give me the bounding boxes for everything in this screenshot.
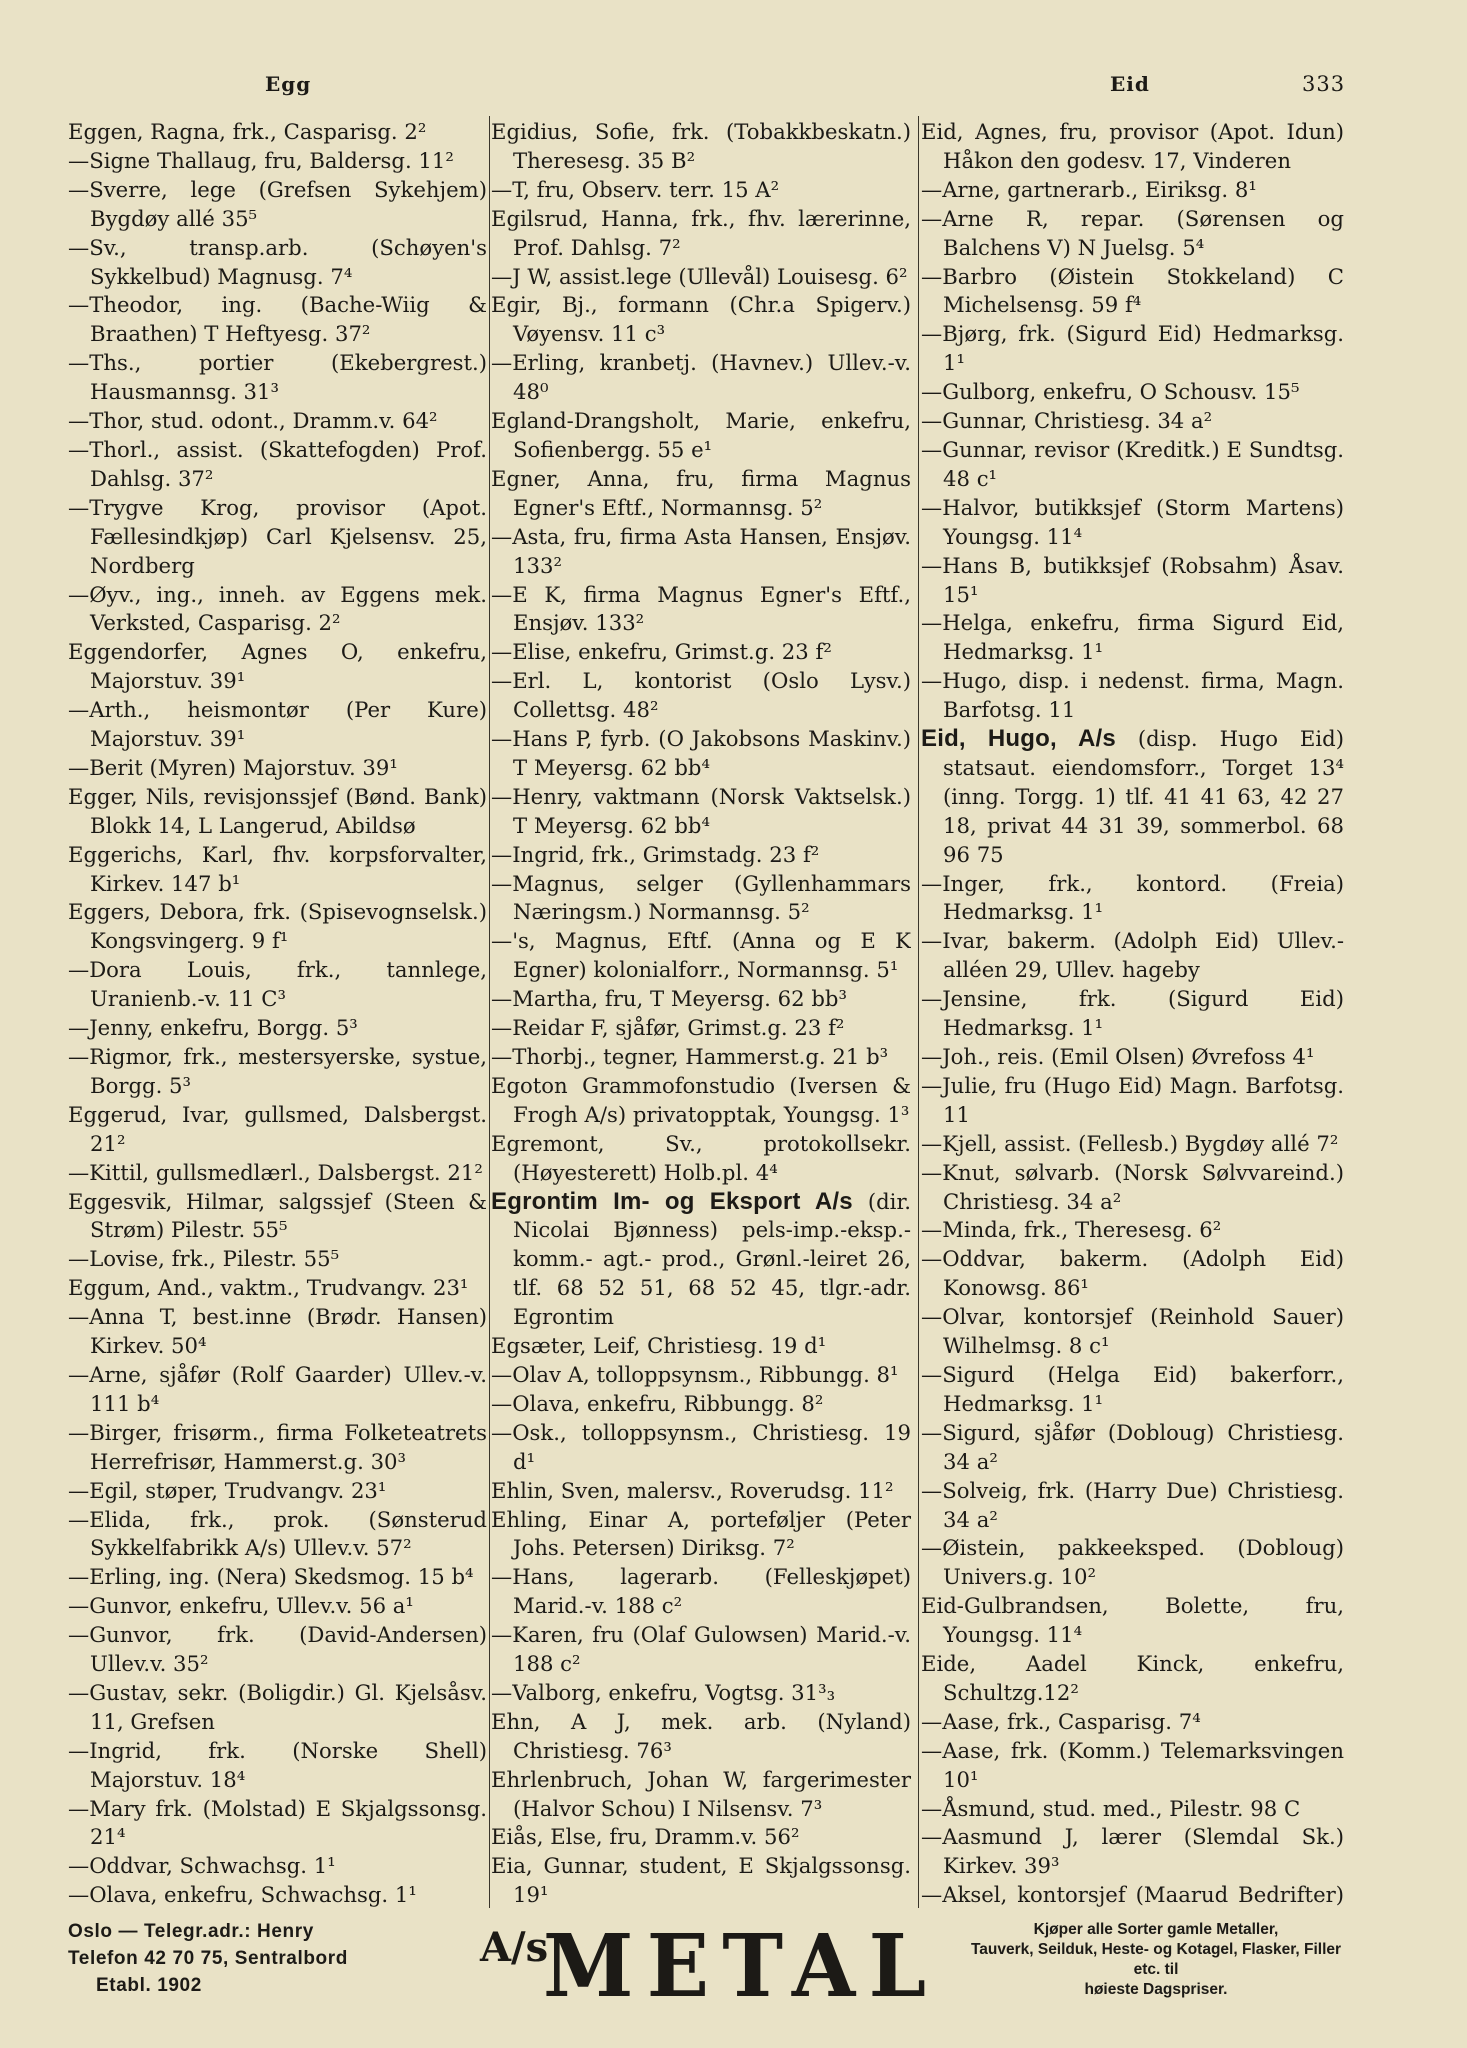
directory-entry: —Henry, vaktmann (Norsk Vaktselsk.) T Meyersg. 62 bb⁴ xyxy=(491,783,911,838)
ad-description-line: Kjøper alle Sorter gamle Metaller, xyxy=(1033,1921,1279,1938)
directory-entry: —Anna T, best.inne (Brødr. Hansen) Kirkev. 50⁴ xyxy=(68,1304,487,1359)
directory-entry: —Thorl., assist. (Skattefogden) Prof. Dahlsg. 37² xyxy=(68,436,487,491)
ad-description xyxy=(968,1920,1344,2000)
directory-entry: Egsæter, Leif, Christiesg. 19 d¹ xyxy=(491,1333,827,1359)
directory-entry: —Erling, ing. (Nera) Skedsmog. 15 b⁴ xyxy=(68,1564,474,1590)
directory-entry: —Karen, fru (Olaf Gulowsen) Marid.-v. 188 c² xyxy=(491,1622,911,1677)
directory-entry: —Birger, frisørm., firma Folketeatrets Herrefrisør, Hammerst.g. 30³ xyxy=(68,1419,487,1474)
directory-entry: —Oddvar, Schwachsg. 1¹ xyxy=(68,1853,336,1879)
directory-entry: —T, fru, Observ. terr. 15 A² xyxy=(491,176,780,202)
directory-entry: Eiås, Else, fru, Dramm.v. 56² xyxy=(491,1824,800,1850)
directory-entry: —Gustav, sekr. (Boligdir.) Gl. Kjelsåsv. 11, Grefsen xyxy=(68,1679,487,1734)
directory-entry: —Arne R, repar. (Sørensen og Balchens V) N Juelsg. 5⁴ xyxy=(921,205,1344,260)
directory-entry: —Trygve Krog, provisor (Apot. Fællesindkjøp) Carl Kjelsensv. 25, Nordberg xyxy=(68,494,487,578)
directory-entry: —Mary frk. (Molstad) E Skjalgssonsg. 21⁴ xyxy=(68,1795,487,1850)
directory-entry: —E K, firma Magnus Egner's Eftf., Ensjøv. 133² xyxy=(491,581,911,636)
running-head-left: Egg xyxy=(265,72,312,96)
directory-column-3 xyxy=(921,118,1344,1912)
directory-entry: —Olava, enkefru, Schwachsg. 1¹ xyxy=(68,1882,417,1908)
directory-entry: —Halvor, butikksjef (Storm Martens) Youngsg. 11⁴ xyxy=(921,494,1344,549)
directory-entry: Eid, Hugo, A/s (disp. Hugo Eid) statsaut. eiendomsforr., Torget 13⁴ (inng. Torgg. 1) tlf. 41 41 63, 42 27 18, privat 44 31 39, sommerbol. 68 96 75 xyxy=(921,725,1344,867)
directory-entry: —Hugo, disp. i nedenst. firma, Magn. Barfotsg. 11 xyxy=(921,668,1344,723)
directory-entry: Eggesvik, Hilmar, salgssjef (Steen & Strøm) Pilestr. 55⁵ xyxy=(68,1188,487,1243)
ad-contact-line: Oslo — Telegr.adr.: Henry xyxy=(68,1921,314,1942)
ad-contact-line: Telefon 42 70 75, Sentralbord xyxy=(68,1948,348,1969)
directory-entry: Eid-Gulbrandsen, Bolette, fru, Youngsg. 11⁴ xyxy=(921,1593,1344,1648)
directory-entry: —Aase, frk. (Komm.) Telemarksvingen 10¹ xyxy=(921,1737,1344,1792)
directory-entry: —Barbro (Øistein Stokkeland) C Michelsensg. 59 f⁴ xyxy=(921,263,1344,318)
directory-entry: —Erl. L, kontorist (Oslo Lysv.) Collettsg. 48² xyxy=(491,668,911,723)
directory-entry: Egrontim Im- og Eksport A/s (dir. Nicolai Bjønness) pels-imp.-eksp.- komm.- agt.- prod., Grønl.-leiret 26, tlf. 68 52 51, 68 52 45, tlgr.-adr. Egrontim xyxy=(491,1187,911,1330)
directory-entry: —Signe Thallaug, fru, Baldersg. 11² xyxy=(68,147,454,173)
directory-entry: —Kittil, gullsmedlærl., Dalsbergst. 21² xyxy=(68,1159,483,1185)
directory-entry: —Thorbj., tegner, Hammerst.g. 21 b³ xyxy=(491,1044,889,1069)
directory-entry: —Dora Louis, frk., tannlege, Uranienb.-v. 11 C³ xyxy=(68,957,487,1012)
directory-entry: Ehling, Einar A, porteføljer (Peter Johs. Petersen) Diriksg. 7² xyxy=(491,1506,911,1561)
directory-entry: Eid, Agnes, fru, provisor (Apot. Idun) Håkon den godesv. 17, Vinderen xyxy=(921,119,1344,173)
directory-entry: Ehlin, Sven, malersv., Roverudsg. 11² xyxy=(491,1477,894,1503)
directory-entry: —Asta, fru, firma Asta Hansen, Ensjøv. 133² xyxy=(491,523,911,578)
directory-entry: Ehn, A J, mek. arb. (Nyland) Christiesg. 76³ xyxy=(491,1708,911,1763)
directory-entry: —Berit (Myren) Majorstuv. 39¹ xyxy=(68,754,398,780)
directory-entry: —Erling, kranbetj. (Havnev.) Ullev.-v. 48⁰ xyxy=(491,350,911,405)
directory-entry: —Hans B, butikksjef (Robsahm) Åsav. 15¹ xyxy=(921,552,1344,607)
directory-entry: —Aksel, kontorsjef (Maarud Bedrifter) xyxy=(921,1882,1344,1908)
directory-entry: —Gulborg, enkefru, O Schousv. 15⁵ xyxy=(921,379,1300,405)
directory-entry: —J W, assist.lege (Ullevål) Louisesg. 6² xyxy=(491,263,908,289)
directory-entry: Egilsrud, Hanna, frk., fhv. lærerinne, Prof. Dahlsg. 7² xyxy=(491,205,911,260)
directory-column-1 xyxy=(68,118,487,1912)
directory-entry: —Aase, frk., Casparisg. 7⁴ xyxy=(921,1708,1201,1734)
directory-entry: —Gunnar, Christiesg. 34 a² xyxy=(921,408,1213,434)
directory-entry: —Sv., transp.arb. (Schøyen's Sykkelbud) Magnusg. 7⁴ xyxy=(68,234,487,289)
directory-entry: —Jensine, frk. (Sigurd Eid) Hedmarksg. 1¹ xyxy=(921,986,1344,1041)
ad-contact-line: Etabl. 1902 xyxy=(96,1975,202,1996)
directory-entry: —Arne, gartnerarb., Eiriksg. 8¹ xyxy=(921,176,1257,202)
directory-entry: —Olav A, tolloppsynsm., Ribbungg. 8¹ xyxy=(491,1361,899,1387)
directory-entry: —Jenny, enkefru, Borgg. 5³ xyxy=(68,1015,358,1041)
column-divider xyxy=(489,116,490,1908)
directory-entry: —'s, Magnus, Eftf. (Anna og E K Egner) kolonialforr., Normannsg. 5¹ xyxy=(491,928,911,983)
directory-entry: —Bjørg, frk. (Sigurd Eid) Hedmarksg. 1¹ xyxy=(921,321,1344,376)
directory-entry: —Hans, lagerarb. (Felleskjøpet) Marid.-v. 188 c² xyxy=(491,1564,911,1619)
directory-entry: Eide, Aadel Kinck, enkefru, Schultzg.12² xyxy=(921,1651,1344,1705)
directory-entry: —Kjell, assist. (Fellesb.) Bygdøy allé 7² xyxy=(921,1130,1339,1156)
directory-entry: —Ingrid, frk. (Norske Shell) Majorstuv. 18⁴ xyxy=(68,1737,487,1792)
directory-column-2 xyxy=(491,118,911,1912)
directory-entry: —Arne, sjåfør (Rolf Gaarder) Ullev.-v. 111 b⁴ xyxy=(68,1361,487,1416)
directory-entry: —Magnus, selger (Gyllenhammars Næringsm.) Normannsg. 5² xyxy=(491,870,911,925)
directory-entry: —Arth., heismontør (Per Kure) Majorstuv. 39¹ xyxy=(68,697,487,752)
directory-entry: —Elida, frk., prok. (Sønsterud Sykkelfabrikk A/s) Ullev.v. 57² xyxy=(68,1506,487,1561)
directory-entry: —Rigmor, frk., mestersyerske, systue, Borgg. 5³ xyxy=(68,1044,487,1098)
directory-entry: Egland-Drangsholt, Marie, enkefru, Sofienbergg. 55 e¹ xyxy=(491,408,911,462)
ad-description-line: høieste Dagspriser. xyxy=(1084,1981,1228,1998)
column-divider xyxy=(918,116,919,1908)
directory-entry: —Knut, sølvarb. (Norsk Sølvvareind.) Christiesg. 34 a² xyxy=(921,1159,1344,1214)
directory-entry: Eggers, Debora, frk. (Spisevognselsk.) Kongsvingerg. 9 f¹ xyxy=(68,899,487,954)
directory-entry: Eggen, Ragna, frk., Casparisg. 2² xyxy=(68,119,427,144)
directory-entry: —Egil, støper, Trudvangv. 23¹ xyxy=(68,1477,387,1503)
directory-entry: —Åsmund, stud. med., Pilestr. 98 C xyxy=(921,1795,1301,1821)
directory-entry: —Inger, frk., kontord. (Freia) Hedmarksg. 1¹ xyxy=(921,870,1344,925)
directory-entry: —Valborg, enkefru, Vogtsg. 31³₃ xyxy=(491,1679,836,1705)
directory-entry: —Martha, fru, T Meyersg. 62 bb³ xyxy=(491,986,847,1012)
directory-entry: Eia, Gunnar, student, E Skjalgssonsg. 19¹ xyxy=(491,1853,911,1908)
directory-entry: —Aasmund J, lærer (Slemdal Sk.) Kirkev. 39³ xyxy=(921,1824,1344,1879)
directory-entry: —Gunnar, revisor (Kreditk.) E Sundtsg. 48 c¹ xyxy=(921,436,1344,491)
directory-entry: —Theodor, ing. (Bache-Wiig & Braathen) T Heftyesg. 37² xyxy=(68,292,487,347)
directory-entry: —Sigurd (Helga Eid) bakerforr., Hedmarksg. 1¹ xyxy=(921,1361,1344,1416)
directory-entry: Ehrlenbruch, Johan W, fargerimester (Halvor Schou) I Nilsensv. 7³ xyxy=(491,1766,911,1821)
ad-description-line: Tauverk, Seilduk, Heste- og Kotagel, Flasker, Filler etc. til xyxy=(970,1941,1342,1978)
directory-entry: —Minda, frk., Theresesg. 6² xyxy=(921,1217,1222,1243)
directory-entry: —Ths., portier (Ekebergrest.) Hausmannsg. 31³ xyxy=(68,350,487,405)
directory-entry: —Solveig, frk. (Harry Due) Christiesg. 34 a² xyxy=(921,1477,1344,1532)
directory-entry: —Elise, enkefru, Grimst.g. 23 f² xyxy=(491,639,832,665)
directory-entry xyxy=(68,1910,487,1912)
directory-entry: —Øyv., ing., inneh. av Eggens mek. Verksted, Casparisg. 2² xyxy=(68,581,487,636)
directory-entry: Egoton Grammofonstudio (Iversen & Frogh A/s) privatopptak, Youngsg. 1³ xyxy=(491,1072,911,1127)
directory-entry: —Hans P, fyrb. (O Jakobsons Maskinv.) T Meyersg. 62 bb⁴ xyxy=(491,726,911,780)
directory-entry: Egremont, Sv., protokollsekr. (Høyesterett) Holb.pl. 4⁴ xyxy=(491,1130,911,1185)
directory-entry: Eggerichs, Karl, fhv. korpsforvalter, Kirkev. 147 b¹ xyxy=(68,841,487,896)
directory-entry: —Lovise, frk., Pilestr. 55⁵ xyxy=(68,1246,340,1272)
ad-contact-block xyxy=(68,1918,468,1999)
directory-entry xyxy=(491,1910,911,1912)
directory-entry: —Ivar, bakerm. (Adolph Eid) Ullev.-alléen 29, Ullev. hageby xyxy=(921,928,1344,983)
directory-entry: —Reidar F, sjåfør, Grimst.g. 23 f² xyxy=(491,1015,845,1041)
ad-as-mark: A/s xyxy=(480,1924,549,1971)
page-number: 333 xyxy=(1302,72,1346,96)
directory-entry: Egger, Nils, revisjonssjef (Bønd. Bank) Blokk 14, L Langerud, Abildsø xyxy=(68,783,487,838)
directory-entry: Egner, Anna, fru, firma Magnus Egner's Eftf., Normannsg. 5² xyxy=(491,465,911,520)
directory-entry: —Gunvor, enkefru, Ullev.v. 56 a¹ xyxy=(68,1593,414,1619)
directory-entry: —Osk., tolloppsynsm., Christiesg. 19 d¹ xyxy=(491,1419,911,1474)
directory-entry: —Sverre, lege (Grefsen Sykehjem) Bygdøy allé 35⁵ xyxy=(68,176,487,231)
directory-entry: —Oddvar, bakerm. (Adolph Eid) Konowsg. 86¹ xyxy=(921,1246,1344,1301)
directory-entry: —Øistein, pakkeeksped. (Dobloug) Univers.g. 10² xyxy=(921,1535,1344,1590)
directory-entry: —Joh., reis. (Emil Olsen) Øvrefoss 4¹ xyxy=(921,1044,1315,1069)
advertisement-banner xyxy=(68,1918,1344,2018)
directory-entry: Eggerud, Ivar, gullsmed, Dalsbergst. 21² xyxy=(68,1101,487,1156)
directory-entry: Eggendorfer, Agnes O, enkefru, Majorstuv. 39¹ xyxy=(68,639,487,694)
directory-entry: —Sigurd, sjåfør (Dobloug) Christiesg. 34 a² xyxy=(921,1419,1344,1474)
directory-entry: Egir, Bj., formann (Chr.a Spigerv.) Vøyensv. 11 c³ xyxy=(491,292,911,347)
directory-entry: Egidius, Sofie, frk. (Tobakkbeskatn.) Theresesg. 35 B² xyxy=(491,119,911,173)
ad-brand-name: METAL xyxy=(543,1916,940,2017)
running-head-right: Eid xyxy=(1110,72,1150,96)
directory-entry: —Thor, stud. odont., Dramm.v. 64² xyxy=(68,408,438,434)
directory-entry: —Olava, enkefru, Ribbungg. 8² xyxy=(491,1390,824,1416)
directory-entry: —Helga, enkefru, firma Sigurd Eid, Hedmarksg. 1¹ xyxy=(921,610,1344,665)
directory-entry: Eggum, And., vaktm., Trudvangv. 23¹ xyxy=(68,1275,469,1301)
directory-entry: —Gunvor, frk. (David-Andersen) Ullev.v. 35² xyxy=(68,1622,487,1677)
directory-entry: —Julie, fru (Hugo Eid) Magn. Barfotsg. 11 xyxy=(921,1072,1344,1127)
directory-entry: —Ingrid, frk., Grimstadg. 23 f² xyxy=(491,841,820,867)
directory-entry: —Olvar, kontorsjef (Reinhold Sauer) Wilhelmsg. 8 c¹ xyxy=(921,1304,1344,1359)
